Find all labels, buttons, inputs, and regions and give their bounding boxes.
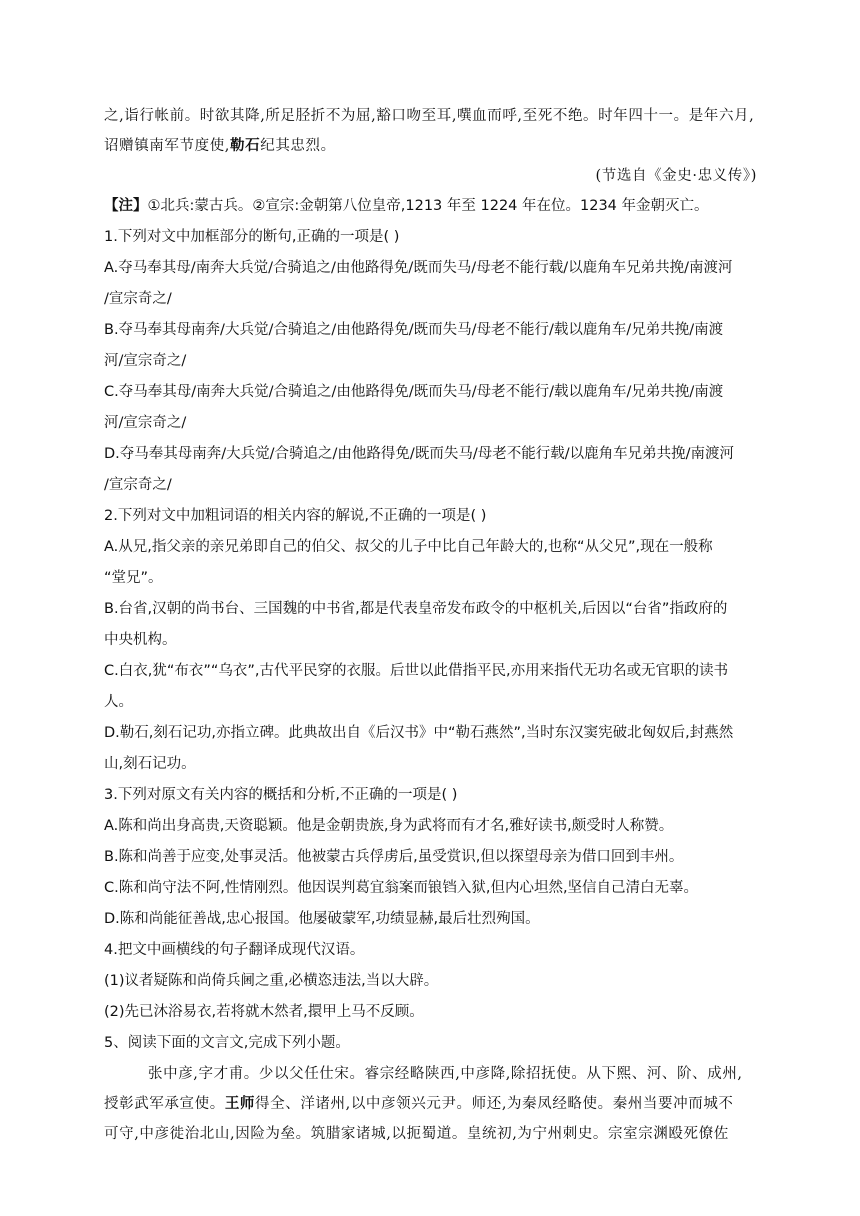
passage-text: 得全、洋诸州,以中彦领兴元尹。师还,为秦凤经略使。秦州当要冲而城不 (255, 1096, 734, 1112)
note-text: ①北兵:蒙古兵。②宣宗:金朝第八位皇帝,1213 年至 1224 年在位。1234 年金朝灭亡。 (147, 198, 709, 214)
bold-term: 王师 (224, 1095, 256, 1112)
option-b-cont: 河/宣宗奇之/ (104, 353, 187, 369)
passage-line (104, 1092, 734, 1113)
translation-sentence-1: (1)议者疑陈和尚倚兵阃之重,必横恣违法,当以大辟。 (104, 973, 439, 989)
passage-text: 授彰武军承宣使。 (104, 1096, 225, 1112)
option-d: D.夺马奉其母南奔/大兵觉/合骑追之/由他路得免/既而失马/母老不能行载/以鹿角车兄弟共挽/南渡河 (104, 446, 734, 462)
option-c: C.白衣,犹“布衣”“乌衣”,古代平民穿的衣服。后世以此借指平民,亦用来指代无功名或无官职的读书 (104, 663, 729, 679)
option-d-cont: 山,刻石记功。 (104, 756, 196, 772)
passage-text: 诏赠镇南军节度使, (104, 138, 231, 154)
passage-line: 张中彦,字才甫。少以父任仕宋。睿宗经略陕西,中彦降,除招抚使。从下熙、河、阶、成州, (148, 1066, 743, 1082)
option-c-cont: 人。 (104, 694, 133, 710)
question-stem: 3.下列对原文有关内容的概括和分析,不正确的一项是( ) (104, 787, 458, 803)
passage-line: 之,诣行帐前。时欲其降,所足胫折不为屈,豁口吻至耳,噀血而呼,至死不绝。时年四十一。是年六月, (104, 108, 755, 124)
option-a: A.陈和尚出身高贵,天资聪颖。他是金朝贵族,身为武将而有才名,雅好读书,颇受时人称赞。 (104, 818, 674, 834)
passage-line: 可守,中彦徙治北山,因险为垒。筑腊家诸城,以扼蜀道。皇统初,为宁州刺史。宗室宗渊殴死僚佐 (104, 1126, 729, 1142)
passage-text: 纪其忠烈。 (260, 138, 336, 154)
option-d: D.陈和尚能征善战,忠心报国。他屡破蒙军,功绩显赫,最后壮烈殉国。 (104, 911, 540, 927)
option-c-cont: 河/宣宗奇之/ (104, 415, 187, 431)
passage-line (104, 134, 336, 155)
option-c: C.陈和尚守法不阿,性情刚烈。他因误判葛宜翁案而锒铛入狱,但内心坦然,坚信自己清白无辜。 (104, 880, 699, 896)
option-a: A.夺马奉其母/南奔大兵觉/合骑追之/由他路得免/既而失马/母老不能行载/以鹿角车兄弟共挽/南渡河 (104, 260, 733, 276)
question-stem: 4.把文中画横线的句子翻译成现代汉语。 (104, 942, 365, 958)
option-d: D.勒石,刻石记功,亦指立碑。此典故出自《后汉书》中“勒石燕然”,当时东汉窦宪破北匈奴后,封燕然 (104, 725, 734, 741)
option-a-cont: “堂兄”。 (104, 570, 163, 586)
option-b: B.台省,汉朝的尚书台、三国魏的中书省,都是代表皇帝发布政令的中枢机关,后因以“台省”指政府的 (104, 601, 728, 617)
question-stem: 5、阅读下面的文言文,完成下列小题。 (104, 1035, 350, 1051)
question-stem: 2.下列对文中加粗词语的相关内容的解说,不正确的一项是( ) (104, 508, 487, 524)
bold-term: 勒石 (230, 137, 261, 154)
option-b: B.夺马奉其母南奔/大兵觉/合骑追之/由他路得免/既而失马/母老不能行/载以鹿角车/兄弟共挽/南渡 (104, 322, 724, 338)
source-citation: (节选自《金史·忠义传》) (595, 168, 757, 184)
question-stem: 1.下列对文中加框部分的断句,正确的一项是( ) (104, 229, 400, 245)
option-c: C.夺马奉其母/南奔大兵觉/合骑追之/由他路得免/既而失马/母老不能行/载以鹿角车/兄弟共挽/南渡 (104, 384, 724, 400)
option-a-cont: /宣宗奇之/ (104, 291, 172, 307)
note-tag: 【注】 (104, 198, 148, 214)
option-a: A.从兄,指父亲的亲兄弟即自己的伯父、叔父的儿子中比自己年龄大的,也称“从父兄”,现在一般称 (104, 539, 713, 555)
annotation-note (104, 194, 709, 215)
option-b-cont: 中央机构。 (104, 632, 177, 648)
translation-sentence-2: (2)先已沐浴易衣,若将就木然者,擐甲上马不反顾。 (104, 1004, 424, 1020)
option-d-cont: /宣宗奇之/ (104, 477, 172, 493)
option-b: B.陈和尚善于应变,处事灵活。他被蒙古兵俘虏后,虽受赏识,但以探望母亲为借口回到丰州。 (104, 849, 684, 865)
